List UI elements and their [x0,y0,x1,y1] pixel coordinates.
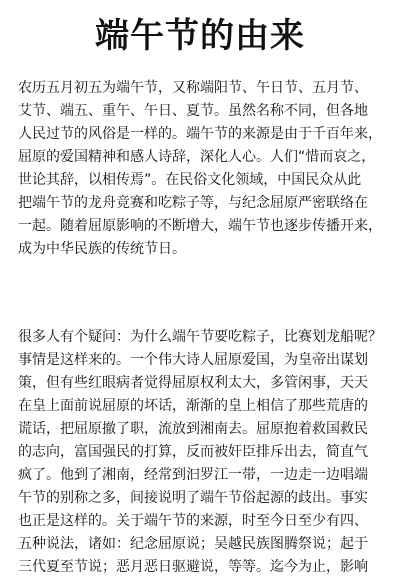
text-line: 谎话，把屈原撤了职，流放到湘南去。屈原抱着救国救民 [18,421,368,437]
text-line: 的志向，富国强民的打算，反而被奸臣排斥出去，简直气 [18,444,368,460]
paragraph-2 [18,326,388,578]
text-line: 人民过节的风俗是一样的。端午节的来源是由于千百年来， [18,126,382,142]
text-line: 很多人有个疑问：为什么端午节要吃粽子，比赛划龙船呢？ [18,329,382,345]
text-line: 世论其辞，以相传焉”。在民俗文化领域，中国民众从此 [18,172,362,188]
text-line: 一起。随着屈原影响的不断增大，端午节也逐步传播开来， [18,218,382,234]
text-line: 五种说法，诸如：纪念屈原说；吴越民族图腾祭说；起于 [18,536,368,552]
text-line: 艾节、端五、重午、午日、夏节。虽然名称不同，但各地 [18,103,368,119]
text-line: 策，但有些红眼病者觉得屈原权利太大，多管闲事，天天 [18,375,368,391]
paragraph-1 [18,77,388,261]
text-line: 在皇上面前说屈原的坏话，渐渐的皇上相信了那些荒唐的 [18,398,368,414]
text-line: 午节的别称之多，间接说明了端午节俗起源的歧出。事实 [18,490,368,506]
text-line: 也正是这样的。关于端午节的来源，时至今日至少有四、 [18,513,368,529]
text-line: 疯了。他到了湘南，经常到汩罗江一带，一边走一边唱端 [18,467,368,483]
text-line: 成为中华民族的传统节日。 [18,241,186,257]
text-line: 把端午节的龙舟竞赛和吃粽子等，与纪念屈原严密联络在 [18,195,368,211]
text-line: 三代夏至节说；恶月恶日驱避说，等等。迄今为止，影响 [18,559,368,575]
text-line: 事情是这样来的。一个伟大诗人屈原爱国，为皇帝出谋划 [18,352,368,368]
page-title: 端午节的由来 [95,16,305,56]
text-line: 农历五月初五为端午节，又称端阳节、午日节、五月节、 [18,80,368,96]
text-line: 屈原的爱国精神和感人诗辞，深化人心。人们“惜而哀之， [18,149,376,165]
